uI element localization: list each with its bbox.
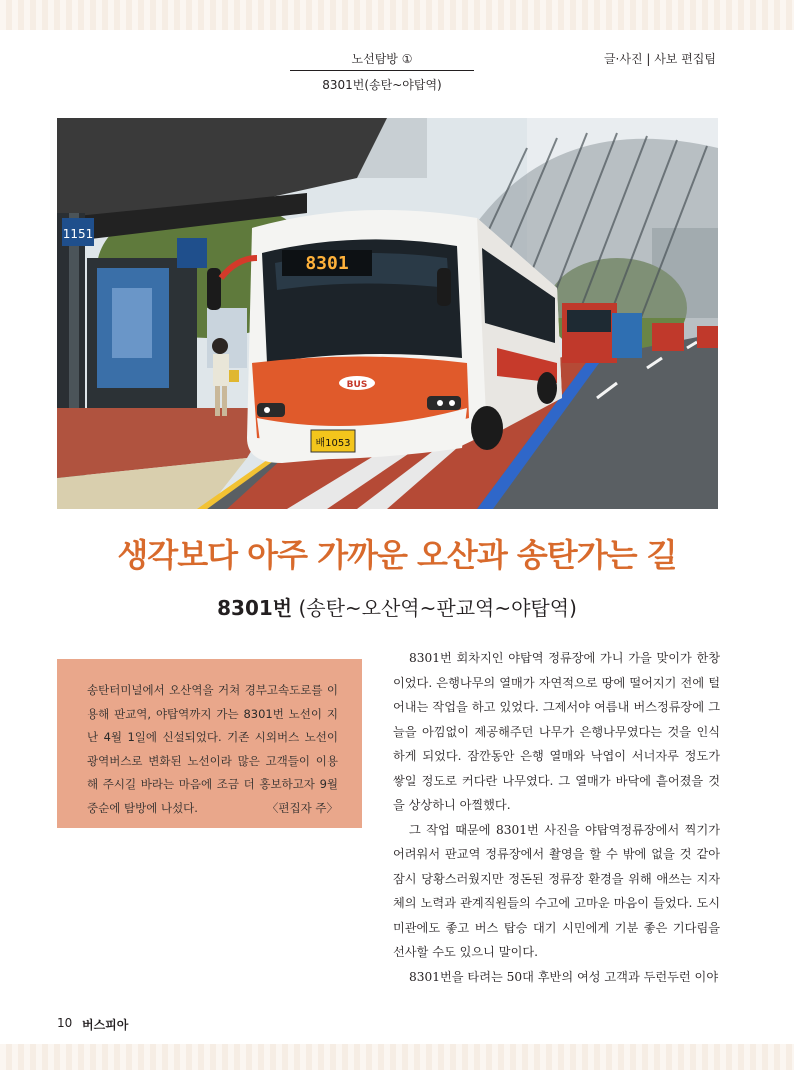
- article-title: 생각보다 아주 가까운 오산과 송탄가는 길: [117, 536, 677, 574]
- editor-note-signature: 〈편집자 주〉: [266, 800, 338, 815]
- subtitle-route-number: 8301번: [217, 596, 293, 620]
- license-plate: 배1053: [315, 438, 351, 449]
- credit-line: 글·사진 | 사보 편집팀: [603, 52, 716, 66]
- page-number: 10: [57, 1016, 73, 1030]
- body-paragraph: 8301번 회차지인 야탑역 정류장에 가니 가을 맞이가 한창이었다. 은행나무의 열매가 자연적으로 땅에 떨어지기 전에 털어내는 작업을 하고 있었다. 그제서야 여름내 버스정류장에 그늘을 아낌없이 제공해주던 나무가 은행나무였다는 것을 인식하게 되었다. 잠깐동안 은행 열매와 낙엽이 서너자루 정도가 쌓일 정도로 커다란 나무였다. 그 열매가 바닥에 흩어졌을 것을 상상하니 아찔했다.: [393, 651, 720, 812]
- bottom-pattern-band: [0, 1044, 794, 1070]
- body-paragraph: 8301번을 타려는 50대 후반의 여성 고객과 두런두런 이야: [409, 969, 719, 984]
- bus-brand-logo: BUS: [346, 380, 368, 390]
- series-route: 8301번(송탄~야탑역): [322, 78, 442, 92]
- route-led-sign: 8301: [305, 253, 349, 274]
- editor-note-box: [57, 659, 362, 828]
- article-subtitle: [0, 592, 794, 621]
- bus-photo: [57, 118, 718, 509]
- body-paragraph: 그 작업 때문에 8301번 사진을 야탑역정류장에서 찍기가 어려워서 판교역 정류장에서 촬영을 할 수 밖에 없을 것 같아 잠시 당황스러웠지만 정돈된 정류장 환경을 위해 애쓰는 지자체의 노력과 관계직원들의 수고에 고마운 마음이 들었다. 도시 미관에도 좋고 버스 탑승 대기 시민에게 기분 좋은 기다림을 선사할 수도 있으니 말이다.: [393, 822, 720, 959]
- subtitle-route-stops: (송탄~오산역~판교역~야탑역): [298, 596, 577, 620]
- editor-note-text: 송탄터미널에서 오산역을 거쳐 경부고속도로를 이용해 판교역, 야탑역까지 가는 8301번 노선이 지난 4월 1일에 신설되었다. 기존 시외버스 노선이 광역버스로 변화된 노선이라 많은 고객들이 이용해 주시길 바라는 마음에 조금 더 홍보하고자 9월 중순에 탐방에 나섰다.: [87, 683, 338, 815]
- stop-number-sign: 1151: [62, 227, 94, 241]
- top-pattern-band: [0, 0, 794, 30]
- article-body: [393, 646, 720, 989]
- magazine-name: 버스피아: [82, 1018, 129, 1032]
- series-label: 노선탐방 ①: [351, 52, 413, 66]
- series-divider: [290, 70, 474, 71]
